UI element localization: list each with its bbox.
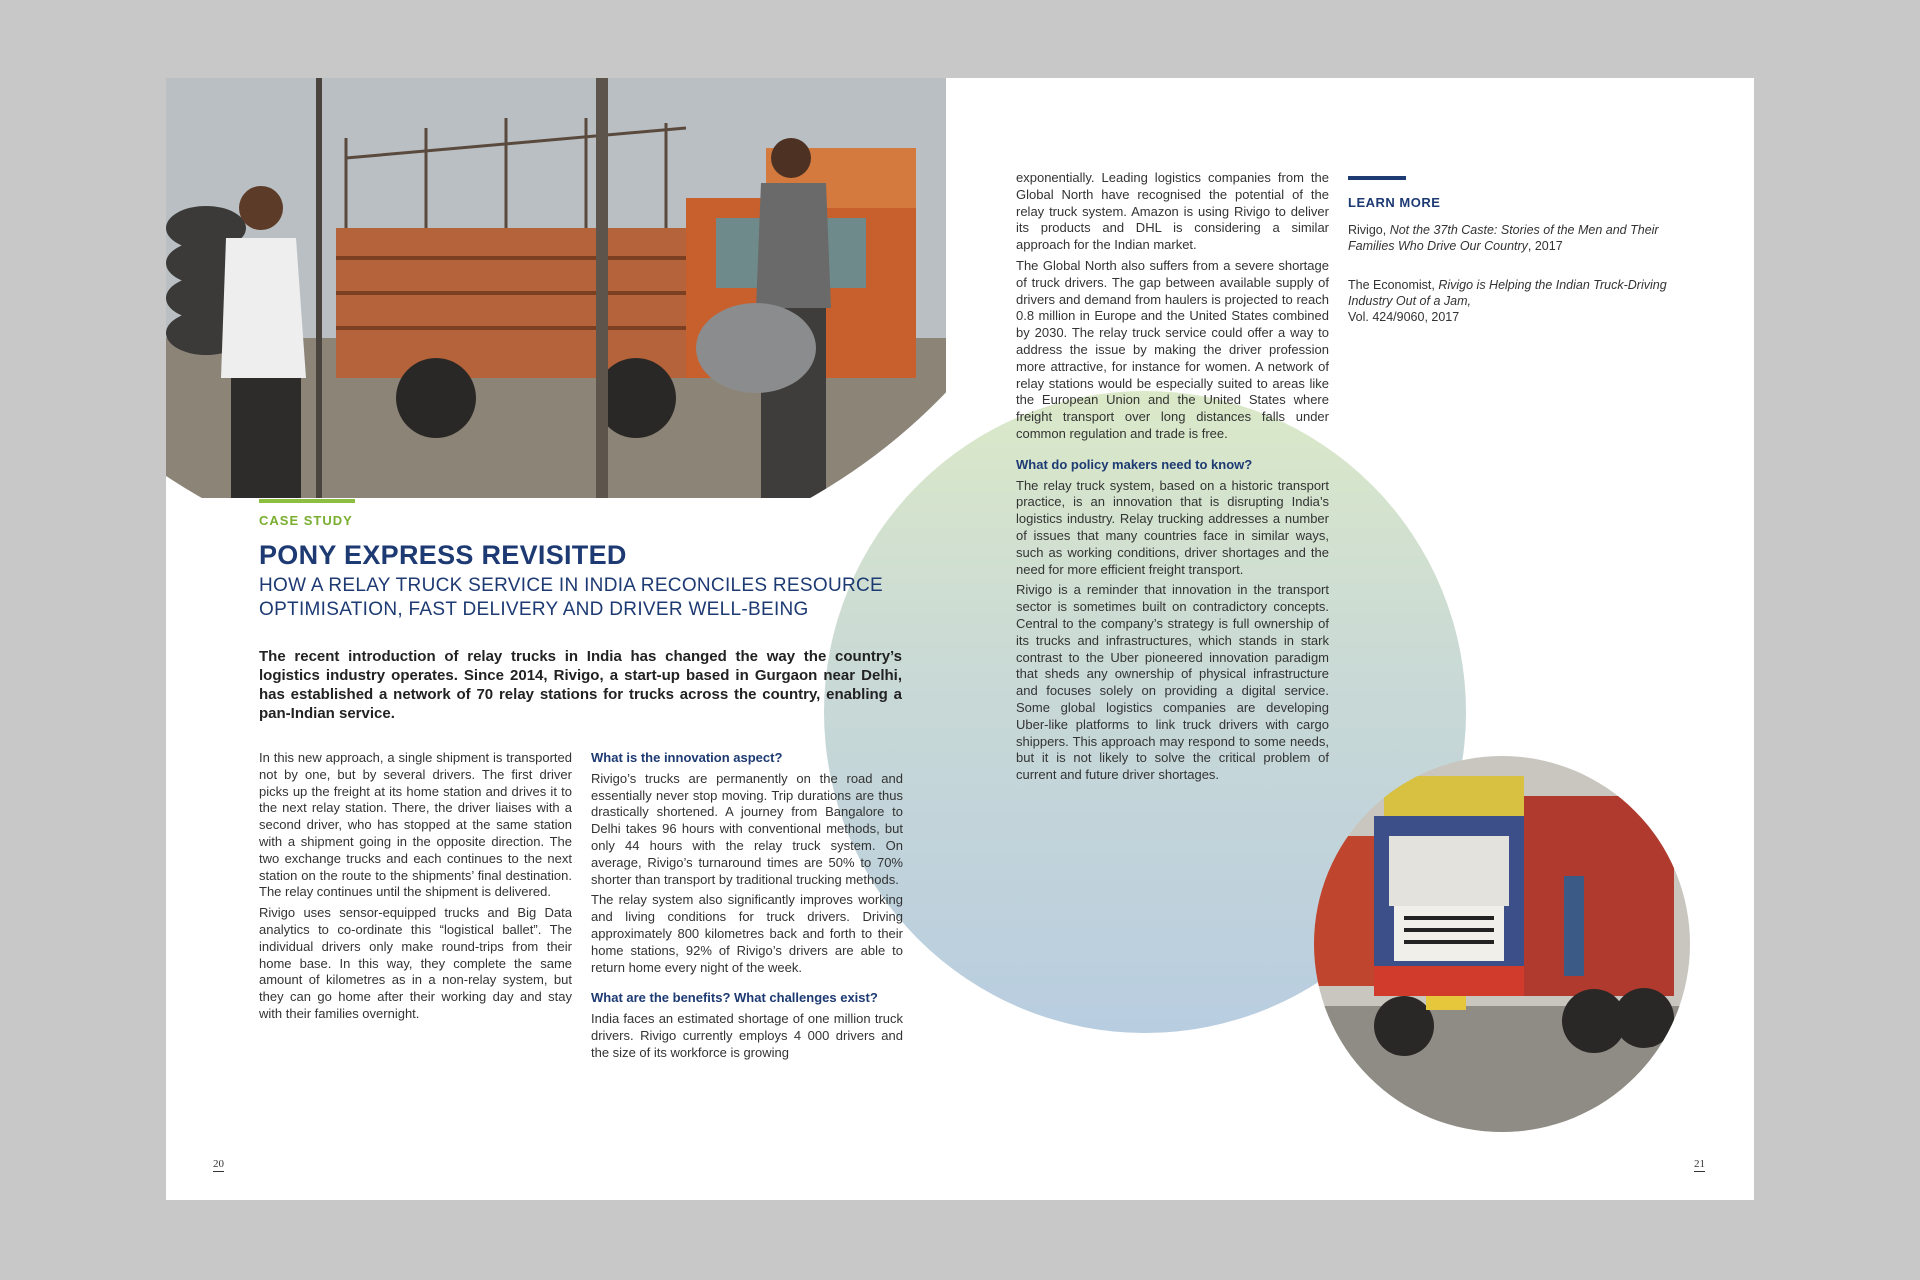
col1-paragraph-2: Rivigo uses sensor-equipped trucks and Big Data analytics to co-ordinate this “logistical ballet”. The individual drivers only make round-trips from their home base. In this way, they complete the same amount of kilometres as in a non-relay system, but they can go home after their working day and stay with their families overnight. — [259, 905, 572, 1021]
heading-innovation: What is the innovation aspect? — [591, 750, 783, 765]
ref2-title: Rivigo is Helping the Indian Truck-Driving Industry Out of a Jam, — [1348, 278, 1667, 308]
page-number-right: 21 — [1694, 1158, 1705, 1170]
column-1 — [259, 750, 572, 1027]
col2-paragraph-3: India faces an estimated shortage of one million truck drivers. Rivigo currently employs 4 000 drivers and the size of its workforce is growing — [591, 1011, 903, 1060]
decorated-truck-illustration — [1314, 756, 1690, 1132]
col2-paragraph-1: Rivigo’s trucks are permanently on the road and essentially never stop moving. Trip durations are thus drastically shortened. A journey from Bangalore to Delhi takes 96 hours with conventional methods, but only 44 hours with the relay truck system. On average, Rivigo’s turnaround times are 50% to 70% shorter than transport by traditional trucking methods. — [591, 770, 903, 887]
lead-paragraph: The recent introduction of relay trucks in India has changed the way the country’s logistics industry operates. Since 2014, Rivigo, a start-up based in Gurgaon near Delhi, has established a network of 70 relay stations for trucks across the country, enabling a pan-Indian service. — [259, 648, 902, 722]
heading-benefits: What are the benefits? What challenges exist? — [591, 990, 878, 1006]
col2-paragraph-2: The relay system also significantly improves working and living conditions for truck drivers. Driving approximately 800 kilometres back and forth to their home stations, 92% of Rivigo’s drivers are able to return home every night of the week. — [591, 892, 903, 975]
col3-paragraph-2: The Global North also suffers from a severe shortage of truck drivers. The gap between available supply of drivers and demand from haulers is projected to reach 0.8 million in Europe and the United States combined by 2030. The relay truck service could offer a way to address the issue by making the driver profession more attractive, for instance for women. A network of relay stations would be especially suited to areas like the European Union and the United States where freight transport over long distances falls under common regulation and trade is free. — [1016, 257, 1329, 441]
truck-yard-illustration — [166, 78, 946, 498]
ref1-year: , 2017 — [1527, 239, 1563, 253]
article-subtitle — [259, 574, 883, 622]
col3-paragraph-4: Rivigo is a reminder that innovation in the transport sector is sometimes built on contradictory concepts. Central to the company’s strategy is full ownership of its trucks and infrastructures, which stands in stark contrast to the Uber pioneered innovation paradigm that sheds any ownership of physical infrastructure and focuses solely on providing a digital service. Some global logistics companies are developing Uber-like platforms to link truck drivers with cargo shippers. This approach may respond to some needs, but it is not likely to solve the critical problem of current and future driver shortages. — [1016, 582, 1329, 783]
heading-policy: What do policy makers need to know? — [1016, 456, 1253, 472]
column-3 — [1016, 170, 1329, 788]
subtitle-line-1: HOW A RELAY TRUCK SERVICE IN INDIA RECONCILES RESOURCE — [259, 575, 883, 596]
article-title: PONY EXPRESS REVISITED — [259, 540, 627, 570]
magazine-spread — [166, 78, 1754, 1200]
col3-paragraph-1: exponentially. Leading logistics companies from the Global North have recognised the potential of the relay truck system. Amazon is using Rivigo to deliver its products and DHL is considering a similar approach for the Indian market. — [1016, 170, 1329, 253]
ref1-title: Not the 37th Caste: Stories of the Men and Their Families Who Drive Our Country — [1348, 223, 1659, 253]
case-study-kicker: CASE STUDY — [259, 513, 353, 528]
learn-more-heading: LEARN MORE — [1348, 195, 1441, 210]
subtitle-line-2: OPTIMISATION, FAST DELIVERY AND DRIVER WELL-BEING — [259, 599, 809, 620]
column-2 — [591, 750, 903, 1066]
ref1-author: Rivigo, — [1348, 223, 1390, 237]
kicker-rule — [259, 499, 355, 503]
col1-paragraph-1: In this new approach, a single shipment is transported not by one, but by several drivers. The first driver picks up the freight at its home station and drives it to the next relay station. There, the driver liaises with a second driver, who has stopped at the same station with a shipment going in the opposite direction. The two exchange trucks and each continues to the next station on the route to the shipments’ final destination. The relay continues until the shipment is delivered. — [259, 750, 572, 900]
col3-paragraph-3: The relay truck system, based on a historic transport practice, is an innovation that is disrupting India’s logistics industry. Relay trucking addresses a number of issues that many countries face in similar ways, such as working conditions, driver shortages and the need for more efficient freight transport. — [1016, 477, 1329, 577]
ref2-volume: Vol. 424/9060, 2017 — [1348, 310, 1460, 324]
page-number-left: 20 — [213, 1158, 224, 1170]
ref2-author: The Economist, — [1348, 278, 1439, 292]
reference-2 — [1348, 277, 1668, 325]
learn-more-rule — [1348, 176, 1406, 180]
photo-decorated-truck — [1314, 756, 1690, 1132]
reference-1 — [1348, 222, 1668, 254]
